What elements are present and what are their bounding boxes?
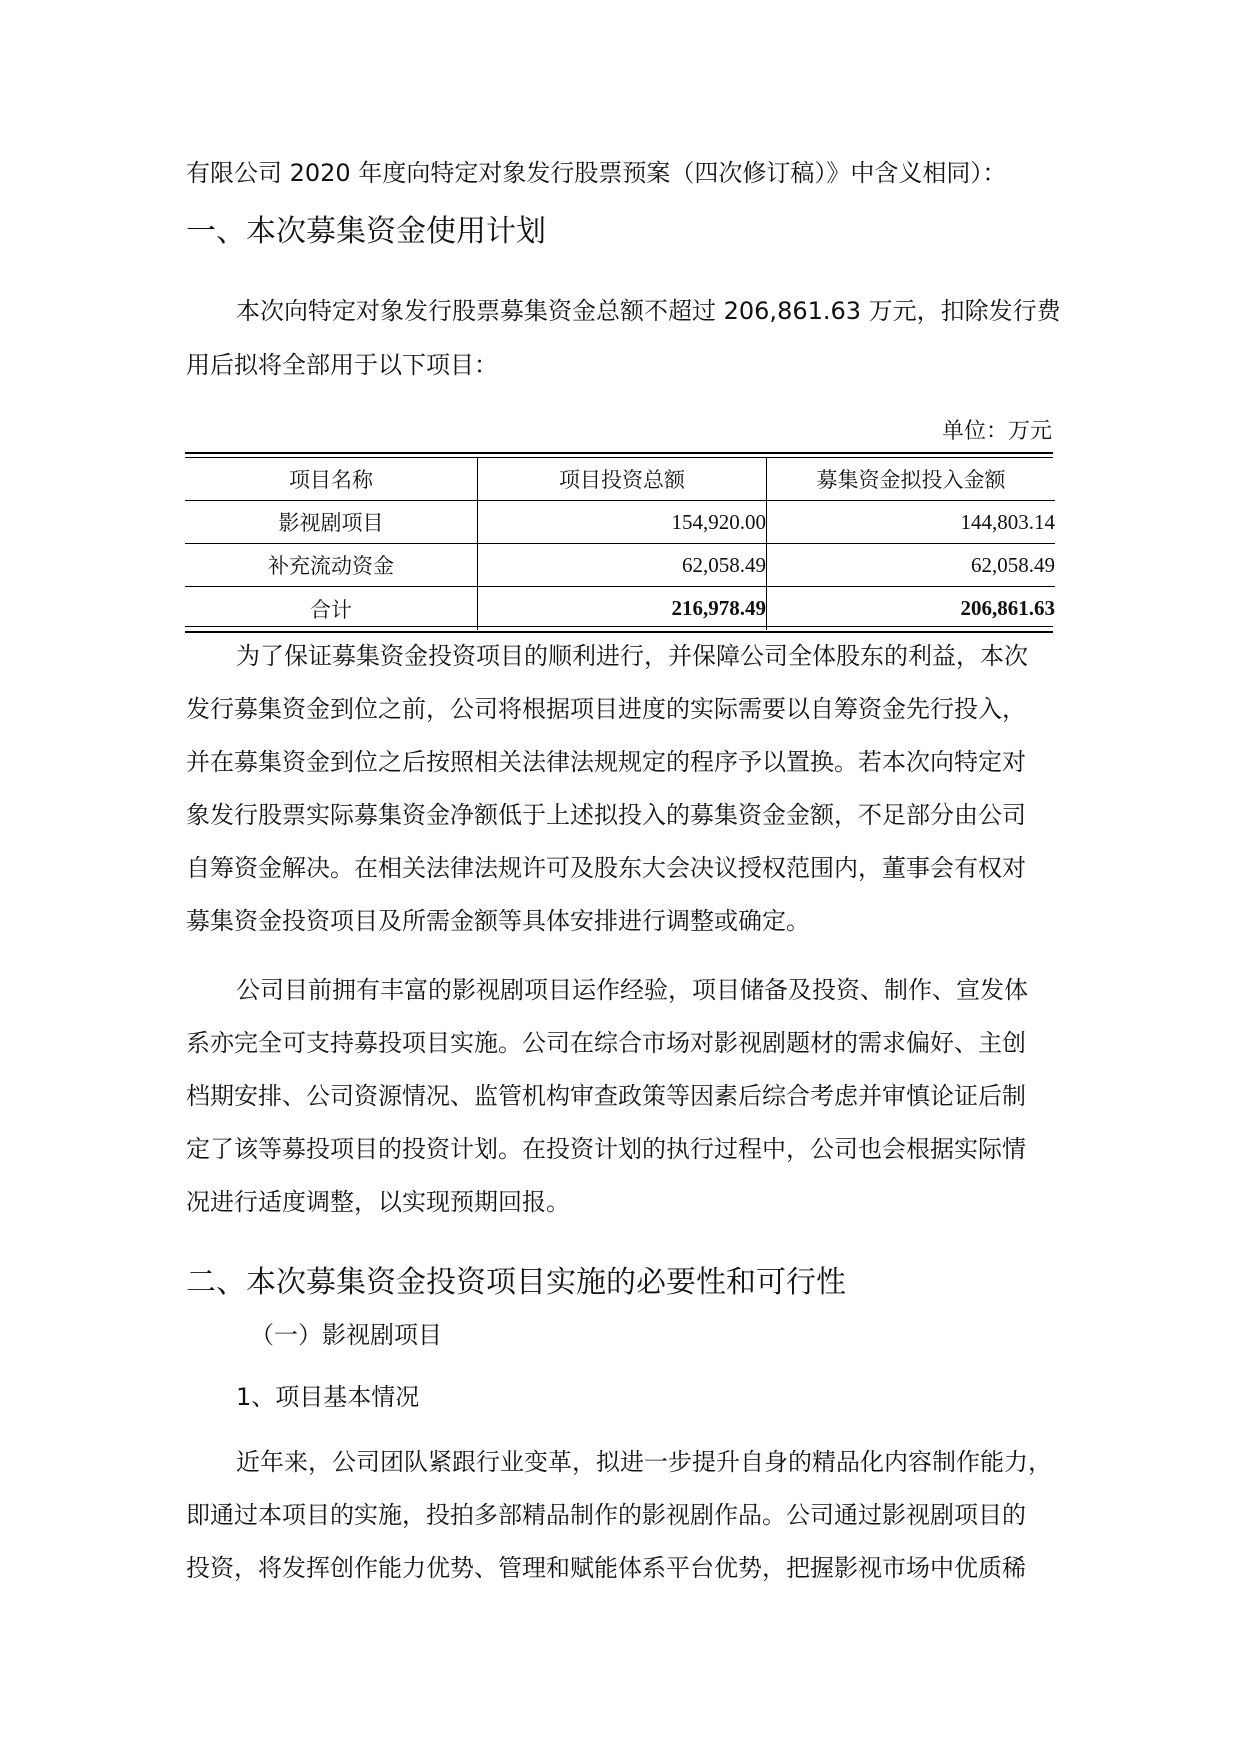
intro-line: 有限公司 2020 年度向特定对象发行股票预案（四次修订稿）》中含义相同）：: [186, 159, 1007, 187]
section2-item-heading: 1、项目基本情况: [236, 1383, 420, 1411]
para3-line: 档期安排、公司资源情况、监管机构审查政策等因素后综合考虑并审慎论证后制: [186, 1082, 1026, 1110]
cell-total-investment-sum: 216,978.49: [478, 587, 767, 631]
para3-line: 定了该等募投项目的投资计划。在投资计划的执行过程中，公司也会根据实际情: [186, 1135, 1026, 1163]
table-unit-label: 单位：万元: [941, 419, 1052, 444]
para2-line: 自筹资金解决。在相关法律法规许可及股东大会决议授权范围内，董事会有权对: [186, 854, 1026, 882]
para3-line: 系亦完全可支持募投项目实施。公司在综合市场对影视剧题材的需求偏好、主创: [186, 1029, 1026, 1057]
cell-raised-amount: 144,803.14: [767, 501, 1056, 544]
para2-line: 并在募集资金到位之后按照相关法律法规规定的程序予以置换。若本次向特定对: [186, 748, 1026, 776]
para2-line: 象发行股票实际募集资金净额低于上述拟投入的募集资金金额，不足部分由公司: [186, 801, 1026, 829]
header-total-investment: 项目投资总额: [478, 458, 767, 501]
table-top-rule: [185, 452, 1053, 454]
cell-project-name: 影视剧项目: [185, 501, 478, 544]
cell-raised-amount-sum: 206,861.63: [960, 596, 1055, 620]
para3-line: 况进行适度调整，以实现预期回报。: [186, 1188, 570, 1216]
section2-sub-heading: （一）影视剧项目: [250, 1321, 442, 1349]
cell-total-investment: 62,058.49: [478, 544, 767, 587]
para3-line: 公司目前拥有丰富的影视剧项目运作经验，项目储备及投资、制作、宣发体: [236, 976, 1028, 1004]
para2-line: 为了保证募集资金投资项目的顺利进行，并保障公司全体股东的利益，本次: [236, 642, 1028, 670]
cell-project-name: 补充流动资金: [185, 544, 478, 587]
section2-para-line: 近年来，公司团队紧跟行业变革，拟进一步提升自身的精品化内容制作能力，: [236, 1448, 1052, 1476]
cell-raised-amount: 62,058.49: [767, 544, 1056, 587]
header-raised-amount: 募集资金拟投入金额: [767, 458, 1056, 501]
table-total-row: [185, 587, 1055, 631]
table-row: [185, 501, 1055, 544]
para2-line: 发行募集资金到位之前，公司将根据项目进度的实际需要以自筹资金先行投入，: [186, 695, 1026, 723]
section1-heading: 一、本次募集资金使用计划: [186, 214, 546, 249]
table-header-row: [185, 458, 1055, 501]
section1-para-line: 用后拟将全部用于以下项目：: [186, 351, 498, 379]
section1-para-line: 本次向特定对象发行股票募集资金总额不超过 206,861.63 万元，扣除发行费: [236, 297, 1061, 325]
para2-line: 募集资金投资项目及所需金额等具体安排进行调整或确定。: [186, 907, 810, 935]
section2-para-line: 即通过本项目的实施，投拍多部精品制作的影视剧作品。公司通过影视剧项目的: [186, 1501, 1026, 1529]
cell-total-investment: 154,920.00: [478, 501, 767, 544]
table-bottom-rule-inner: [185, 626, 1053, 627]
table-row: [185, 544, 1055, 587]
header-project-name: 项目名称: [185, 458, 478, 501]
section2-para-line: 投资，将发挥创作能力优势、管理和赋能体系平台优势，把握影视市场中优质稀: [186, 1554, 1026, 1582]
table-bottom-rule: [185, 631, 1053, 633]
section2-heading: 二、本次募集资金投资项目实施的必要性和可行性: [186, 1265, 846, 1300]
cell-total-label: 合计: [185, 587, 478, 631]
